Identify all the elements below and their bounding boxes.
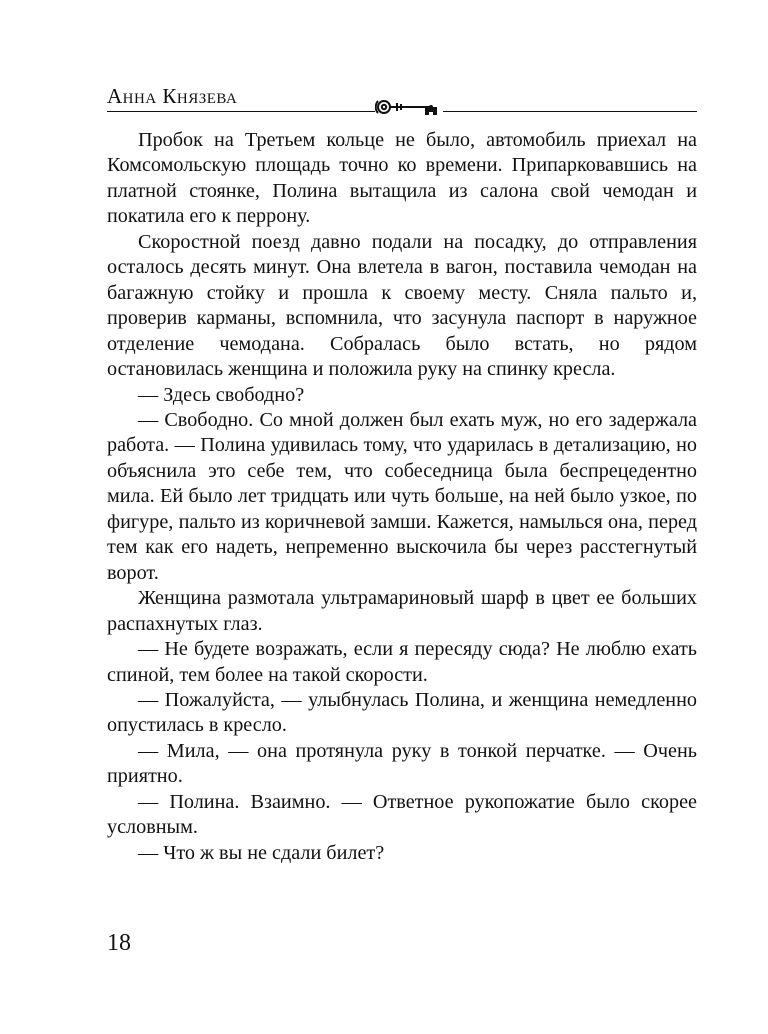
author-name: Анна Князева	[107, 84, 238, 108]
paragraph: — Пожалуйста, — улыбнулась Полина, и женщина немедленно опустилась в кресло.	[107, 688, 697, 737]
paragraph: Пробок на Третьем кольце не было, автомобиль приехал на Комсомольскую площадь точно ко времени. Припарковавшись на платной стоянке, Полина вытащила из салона свой чемодан и покатила его к перрону.	[107, 129, 697, 228]
paragraph: — Свободно. Со мной должен был ехать муж, но его задержала работа. — Полина удивилась тому, что ударилась в детализацию, но объяснила это себе тем, что собеседница была беспрецедентно мила. Ей было лет тридцать или чуть больше, на ней было узкое, по фигуре, пальто из коричневой замши. Кажется, намылься она, перед тем как его надеть, непременно выскочила бы через расстегнутый ворот.	[107, 408, 697, 584]
paragraph: Женщина размотала ультрамариновый шарф в цвет ее больших распахнутых глаз.	[107, 587, 697, 635]
paragraph: — Полина. Взаимно. — Ответное рукопожатие было скорее условным.	[107, 790, 697, 839]
page-number: 18	[107, 930, 131, 956]
paragraph: — Не будете возражать, если я пересяду сюда? Не люблю ехать спиной, тем более на такой скорости.	[107, 638, 697, 686]
paragraph: — Мила, — она протянула руку в тонкой перчатке. — Очень приятно.	[107, 739, 697, 788]
key-ornament-icon	[375, 96, 443, 118]
paragraph: — Здесь свободно?	[138, 383, 305, 406]
running-header	[107, 82, 697, 122]
paragraph: Скоростной поезд давно подали на посадку, до отправления осталось десять минут. Она влетела в вагон, поставила чемодан на багажную стойку и прошла к своему месту. Сняла пальто и, проверив карманы, вспомнила, что засунула паспорт в наружное отделение чемодана. Собралась было встать, но рядом остановилась женщина и положила руку на спинку кресла.	[107, 230, 697, 381]
paragraph: — Что ж вы не сдали билет?	[138, 841, 385, 864]
body-text	[107, 128, 697, 866]
